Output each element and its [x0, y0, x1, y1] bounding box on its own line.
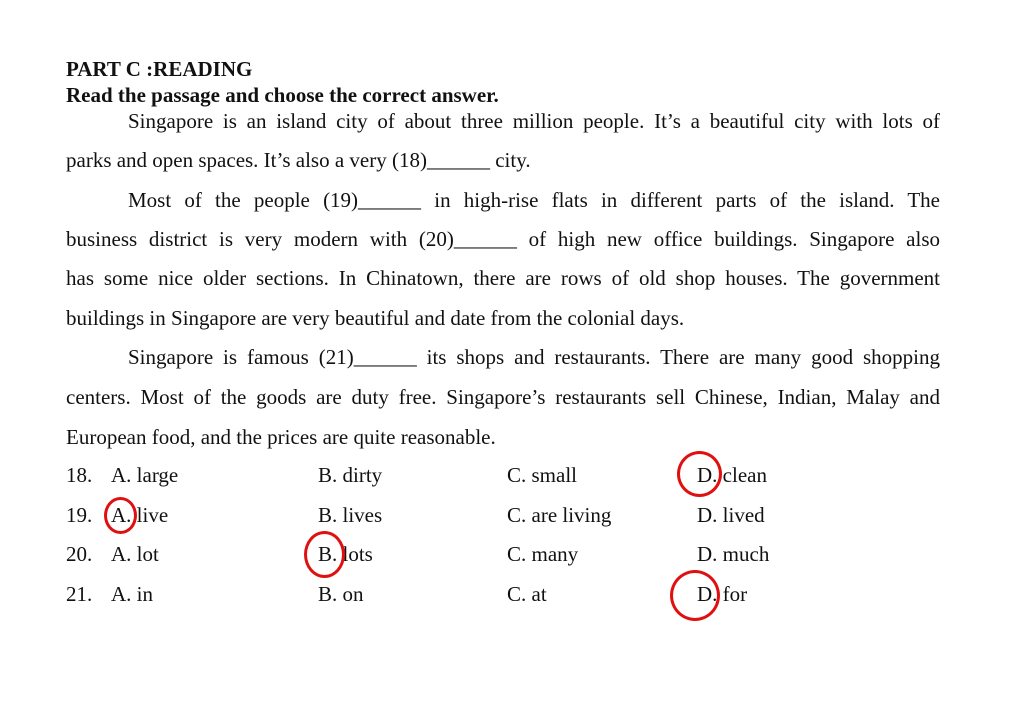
option-d[interactable]: D. clean — [697, 463, 767, 487]
question-number: 18. — [66, 463, 93, 487]
passage-line: parks and open spaces. It’s also a very (18)______ city. — [66, 148, 531, 172]
answer-circle-18 — [677, 451, 722, 497]
option-b[interactable]: B. dirty — [318, 463, 383, 487]
passage-line: has some nice older sections. In Chinatown, there are rows of old shop houses. The government — [66, 266, 940, 290]
passage-line: business district is very modern with (20)______ of high new office buildings. Singapore also — [66, 227, 940, 251]
passage-line: centers. Most of the goods are duty free. Singapore’s restaurants sell Chinese, Indian, Malay and — [66, 385, 940, 409]
question-number: 20. — [66, 542, 93, 566]
passage-line: Most of the people (19)______ in high-rise flats in different parts of the island. The — [128, 188, 940, 212]
option-a[interactable]: A. large — [111, 463, 179, 487]
instruction: Read the passage and choose the correct answer. — [66, 83, 499, 107]
passage-line: Singapore is an island city of about three million people. It’s a beautiful city with lots of — [128, 109, 940, 133]
passage-line: Singapore is famous (21)______ its shops and restaurants. There are many good shopping — [128, 345, 940, 369]
question-number: 21. — [66, 582, 93, 606]
option-b[interactable]: B. lots — [318, 542, 373, 566]
option-c[interactable]: C. many — [507, 542, 579, 566]
passage-line: European food, and the prices are quite reasonable. — [66, 425, 496, 449]
option-c[interactable]: C. small — [507, 463, 578, 487]
option-b[interactable]: B. lives — [318, 503, 383, 527]
answer-circle-21 — [670, 570, 720, 621]
option-b[interactable]: B. on — [318, 582, 364, 606]
option-c[interactable]: C. at — [507, 582, 547, 606]
passage-line: buildings in Singapore are very beautiful and date from the colonial days. — [66, 306, 685, 330]
option-c[interactable]: C. are living — [507, 503, 612, 527]
answer-circle-20 — [304, 531, 345, 578]
question-number: 19. — [66, 503, 93, 527]
option-d[interactable]: D. lived — [697, 503, 765, 527]
option-d[interactable]: D. for — [697, 582, 748, 606]
part-title: PART C :READING — [66, 57, 253, 81]
answer-circle-19 — [104, 497, 137, 534]
option-a[interactable]: A. in — [111, 582, 153, 606]
option-d[interactable]: D. much — [697, 542, 770, 566]
option-a[interactable]: A. lot — [111, 542, 159, 566]
option-a[interactable]: A. live — [111, 503, 169, 527]
